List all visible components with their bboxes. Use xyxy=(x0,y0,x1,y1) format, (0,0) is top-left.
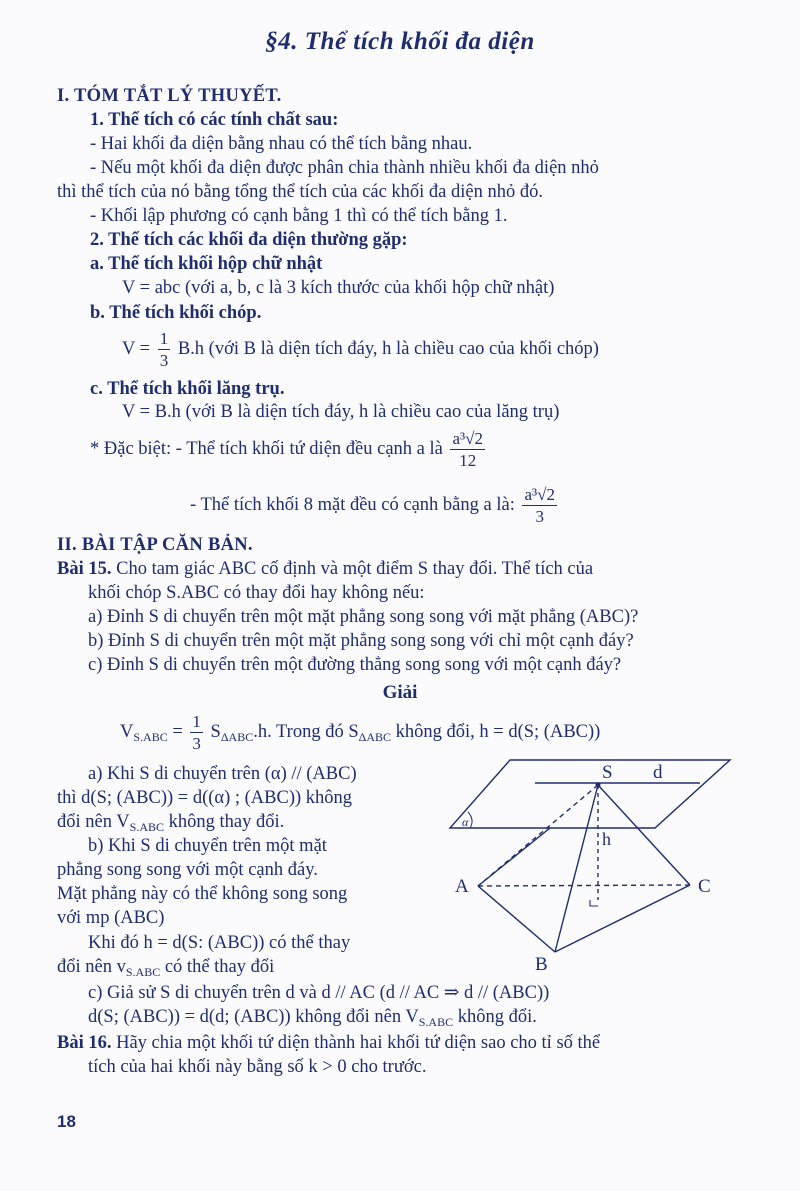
fraction-formula: $\frac{1}{3}$ xyxy=(192,712,201,753)
prism-volume-formula: V = B.h (với B là diện tích đáy, h là chiều cao của lăng trụ) xyxy=(122,402,560,422)
solution-b-line3: Mặt phẳng này có thể không song song xyxy=(57,884,348,904)
box-volume-label: a. Thể tích khối hộp chữ nhật xyxy=(90,254,323,274)
page-number: 18 xyxy=(57,1112,76,1131)
pyramid-volume-formula: V = $\frac{1}{3}$ B.h (với B là diện tích đáy, h là chiều cao của khối chóp) xyxy=(122,329,599,370)
exercise16-label: Bài 16. xyxy=(57,1033,112,1053)
property-intro: 1. Thể tích có các tính chất sau: xyxy=(90,110,339,130)
special-octahedron: - Thể tích khối 8 mặt đều có cạnh bằng a là: $\frac{\text{a³√2}}{3}$ xyxy=(190,485,555,526)
label-c: C xyxy=(698,876,711,897)
solution-b-line6: đổi nên $v_{S.ABC}$ có thể thay đổi xyxy=(57,957,275,979)
question-a: a) Đỉnh S di chuyển trên một mặt phẳng song song với mặt phẳng (ABC)? xyxy=(88,607,639,627)
fraction-octahedron: $\frac{\text{a³√2}}{3}$ xyxy=(524,485,555,526)
solution-b-line5: Khi đó h = d(S: (ABC)) có thể thay xyxy=(88,933,351,953)
edge-ac xyxy=(478,885,690,886)
property-2a: - Nếu một khối đa diện được phân chia thành nhiều khối đa diện nhỏ xyxy=(90,158,599,178)
common-volumes-heading: 2. Thể tích các khối đa diện thường gặp: xyxy=(90,230,408,250)
label-alpha: α xyxy=(462,815,469,829)
question-b: b) Đỉnh S di chuyển trên một mặt phẳng song song với chỉ một cạnh đáy? xyxy=(88,631,634,651)
pyramid-figure xyxy=(440,750,740,980)
fraction-tetrahedron: $\frac{\text{a³√2}}{12}$ xyxy=(452,429,483,470)
solution-c-line2: d(S; (ABC)) = d(d; (ABC)) không đổi nên $V_{S.ABC}$ không đổi. xyxy=(88,1007,537,1029)
alpha-angle-arc xyxy=(468,812,472,828)
solution-a-line2: thì d(S; (ABC)) = d((α) ; (ABC)) không xyxy=(57,788,353,808)
point-s xyxy=(596,783,601,788)
edge-sc xyxy=(598,785,690,885)
box-volume-formula: V = abc (với a, b, c là 3 kích thước của khối hộp chữ nhật) xyxy=(122,278,555,298)
exercise15-line1: Bài 15. Cho tam giác ABC cố định và một điểm S thay đổi. Thể tích của xyxy=(57,559,594,579)
page-title: §4. Thể tích khối đa diện xyxy=(265,28,535,55)
solution-b-line4: với mp (ABC) xyxy=(57,908,165,928)
exercise15-label: Bài 15. xyxy=(57,559,112,579)
prism-volume-label: c. Thể tích khối lăng trụ. xyxy=(90,379,285,399)
question-c: c) Đỉnh S di chuyển trên một đường thẳng song song với một cạnh đáy? xyxy=(88,655,622,675)
property-2b: thì thể tích của nó bằng tổng thể tích của các khối đa diện nhỏ đó. xyxy=(57,182,543,202)
fraction-one-third: $\frac{1}{3}$ xyxy=(159,329,169,370)
pyramid-volume-label: b. Thể tích khối chóp. xyxy=(90,303,262,323)
solution-heading: Giải xyxy=(382,682,418,703)
label-a: A xyxy=(455,876,469,897)
exercise15-line2: khối chóp S.ABC có thay đổi hay không nếu: xyxy=(88,583,425,603)
special-tetrahedron: * Đặc biệt: - Thể tích khối tứ diện đều cạnh a là $\frac{\text{a³√2}}{12}$ xyxy=(90,429,483,470)
label-b: B xyxy=(535,954,548,975)
label-s: S xyxy=(602,762,613,783)
solution-b-line1: b) Khi S di chuyển trên một mặt xyxy=(88,836,327,856)
solution-a-line3: đổi nên $V_{S.ABC}$ không thay đổi. xyxy=(57,812,285,834)
exercise16-line1: Bài 16. Hãy chia một khối tứ diện thành hai khối tứ diện sao cho tỉ số thể xyxy=(57,1033,601,1053)
volume-formula: $V_{S.ABC}$ = $\frac{1}{3}$ $S_{\Delta ABC}.h$. Trong đó $S_{\Delta ABC}$ không đổi, h = d(S; (ABC)) xyxy=(120,712,601,753)
exercise16-line2: tích của hai khối này bằng số k > 0 cho trước. xyxy=(88,1057,427,1077)
edge-bc xyxy=(555,885,690,952)
solution-c-line1: c) Giả sử S di chuyển trên d và d // AC (d // AC ⇒ d // (ABC)) xyxy=(88,983,550,1003)
edge-ab xyxy=(478,886,555,952)
section2-heading: II. BÀI TẬP CĂN BẢN. xyxy=(57,535,253,555)
section1-heading: I. TÓM TẮT LÝ THUYẾT. xyxy=(57,86,282,106)
label-d: d xyxy=(653,762,663,783)
solution-a-line1: a) Khi S di chuyển trên (α) // (ABC) xyxy=(88,764,357,784)
edge-sb xyxy=(555,785,598,952)
right-angle-mark xyxy=(590,900,598,906)
property-3: - Khối lập phương có cạnh bằng 1 thì có thể tích bằng 1. xyxy=(90,206,508,226)
solution-b-line2: phẳng song song với một cạnh đáy. xyxy=(57,860,318,880)
label-h: h xyxy=(602,829,611,849)
property-1: - Hai khối đa diện bằng nhau có thể tích bằng nhau. xyxy=(90,134,473,154)
edge-sa-visible xyxy=(478,828,550,886)
